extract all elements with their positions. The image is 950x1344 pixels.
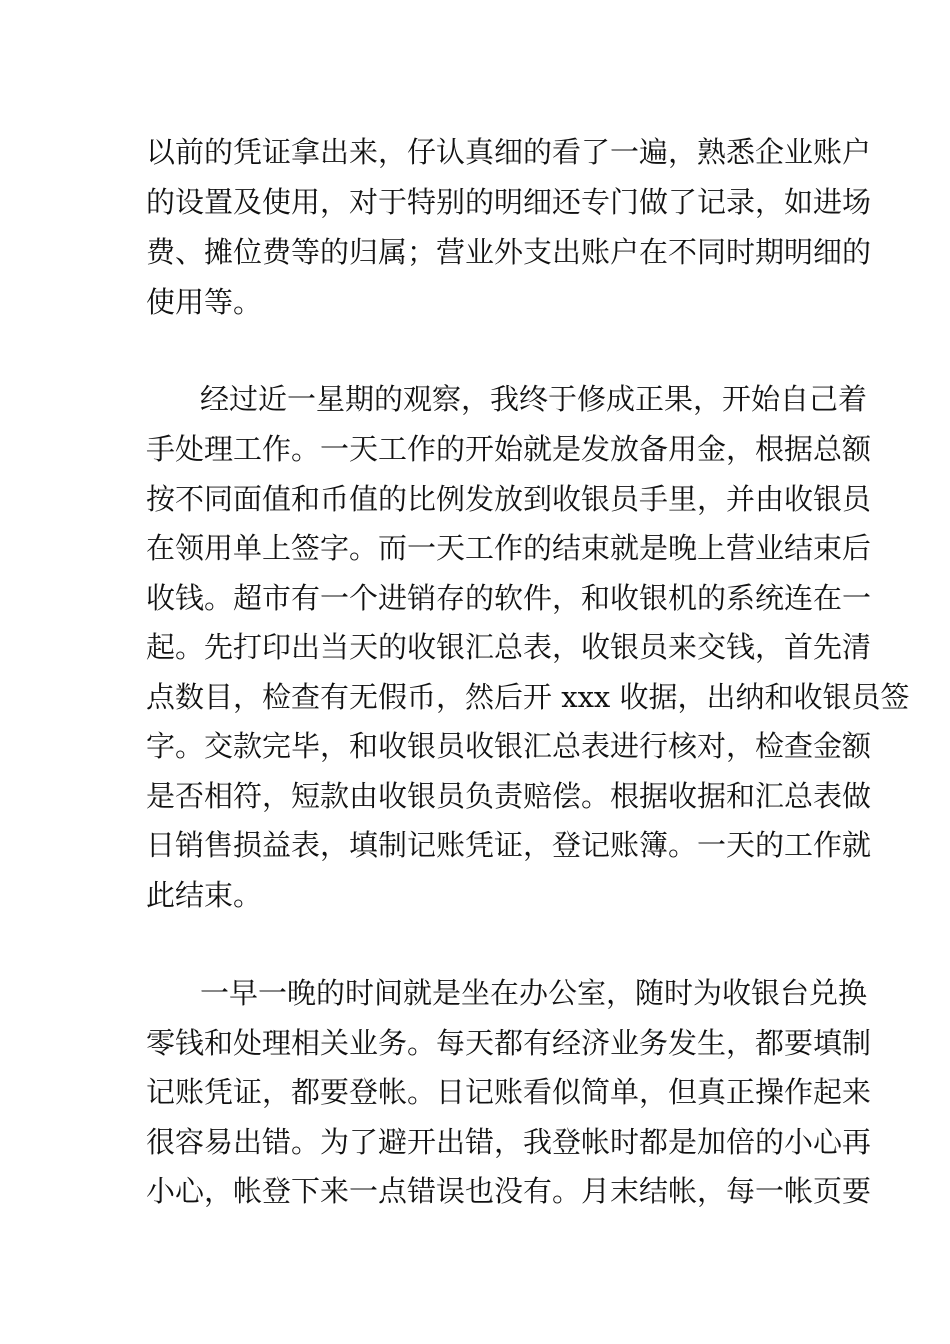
text-line: 点数目，检查有无假币，然后开 xxx 收据，出纳和收银员签: [146, 680, 910, 714]
text-line: 日销售损益表，填制记账凭证，登记账簿。一天的工作就: [146, 828, 872, 862]
text-line: 此结束。: [146, 878, 263, 912]
text-line: 起。先打印出当天的收银汇总表，收银员来交钱，首先清: [146, 630, 872, 664]
text-line: 收钱。超市有一个进销存的软件，和收银机的系统连在一: [146, 581, 872, 615]
text-line: 小心，帐登下来一点错误也没有。月末结帐，每一帐页要: [146, 1174, 872, 1208]
text-line: 的设置及使用，对于特别的明细还专门做了记录，如进场: [146, 185, 872, 219]
text-line: 一早一晚的时间就是坐在办公室，随时为收银台兑换: [200, 976, 868, 1010]
text-line: 以前的凭证拿出来，仔认真细的看了一遍，熟悉企业账户: [146, 135, 872, 169]
text-line: 手处理工作。一天工作的开始就是发放备用金，根据总额: [146, 432, 872, 466]
text-line: 是否相符，短款由收银员负责赔偿。根据收据和汇总表做: [146, 779, 872, 813]
text-line: 记账凭证，都要登帐。日记账看似简单，但真正操作起来: [146, 1075, 872, 1109]
text-line: 按不同面值和币值的比例发放到收银员手里，并由收银员: [146, 482, 872, 516]
text-line: 费、摊位费等的归属；营业外支出账户在不同时期明细的: [146, 235, 872, 269]
text-line: 在领用单上签字。而一天工作的结束就是晚上营业结束后: [146, 531, 872, 565]
text-line: 零钱和处理相关业务。每天都有经济业务发生，都要填制: [146, 1026, 872, 1060]
text-line: 经过近一星期的观察，我终于修成正果，开始自己着: [200, 382, 868, 416]
text-line: 很容易出错。为了避开出错，我登帐时都是加倍的小心再: [146, 1125, 872, 1159]
text-line: 字。交款完毕，和收银员收银汇总表进行核对，检查金额: [146, 729, 872, 763]
text-line: 使用等。: [146, 285, 263, 319]
